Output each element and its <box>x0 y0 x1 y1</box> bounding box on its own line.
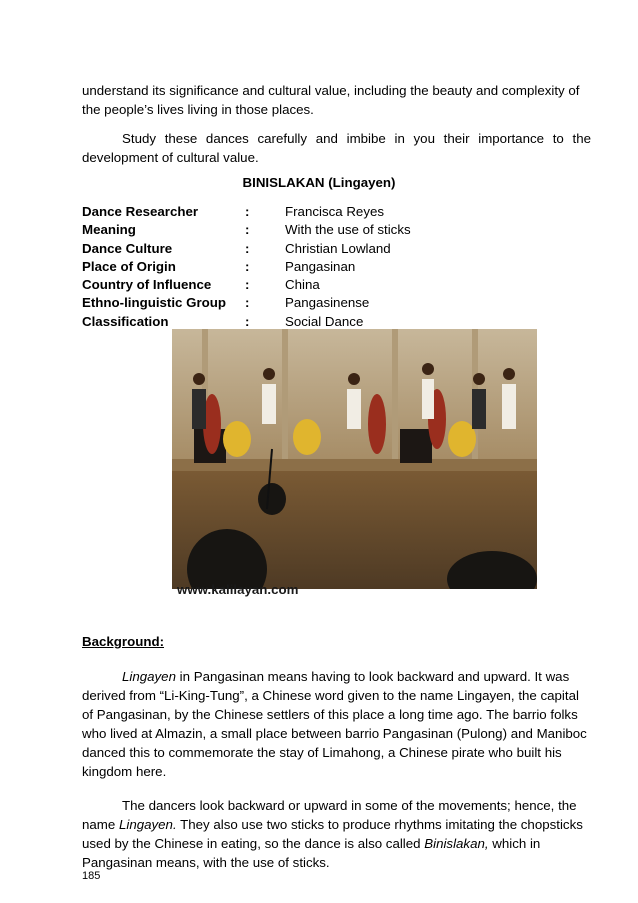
info-row <box>82 276 485 294</box>
info-value: Francisca Reyes <box>285 204 385 219</box>
info-colon: : <box>245 258 250 274</box>
info-row <box>82 221 485 239</box>
info-value: Pangasinense <box>285 295 370 311</box>
intro-line-2: the people’s lives living in those places. <box>82 102 314 117</box>
dance-photo-illustration <box>172 329 537 589</box>
background-paragraph-2-text-b: They also use two sticks to produce rhythms imitating the chopsticks used by the Chinese in eating, so the dance is also called <box>82 817 583 851</box>
intro-paragraph-2: Study these dances carefully and imbibe in you their importance to the development of cultural value. <box>82 131 591 165</box>
background-paragraph-2-text-c: which in Pangasinan means, with the use of sticks. <box>82 836 541 870</box>
intro-line-1: understand its significance and cultural value, including the beauty and complexity of <box>82 83 580 98</box>
info-key: Place of Origin <box>82 258 176 274</box>
dance-title: BINISLAKAN (Lingayen) <box>242 175 396 190</box>
info-value: Social Dance <box>285 313 364 329</box>
lingayen-emphasis: Lingayen. <box>118 817 177 832</box>
dance-info-table <box>82 203 485 331</box>
dance-photo <box>172 329 537 589</box>
page-number: 185 <box>82 870 101 882</box>
info-value: Christian Lowland <box>285 240 391 256</box>
info-value: China <box>285 277 320 293</box>
info-value: Pangasinan <box>285 258 356 274</box>
background-paragraph-2 <box>82 796 591 872</box>
info-row <box>82 258 485 276</box>
info-colon: : <box>245 222 250 238</box>
binislakan-emphasis: Binislakan, <box>424 836 489 851</box>
info-colon: : <box>245 295 250 311</box>
info-value: With the use of sticks <box>285 222 411 238</box>
info-row <box>82 240 485 258</box>
info-colon: : <box>245 240 250 256</box>
background-paragraph-1-text: in Pangasinan means having to look backward and upward. It was derived from “Li-King-Tung”, a Chinese word given to the name Lingayen, the capital of Pangasinan, by the Chinese settlers of this place a long time ago. The barrio folks who lived at Almazin, a small place between barrio Pangasinan (Pulong) and Maniboc danced this to commemorate the stay of Limahong, a Chinese pirate who built his kingdom here. <box>82 669 587 779</box>
info-key: Country of Influence <box>82 277 212 293</box>
info-key: Classification <box>82 313 169 329</box>
info-key: Meaning <box>82 222 136 238</box>
background-paragraph-1 <box>82 667 591 781</box>
background-paragraph-2-text-a: The dancers look backward or upward in some of the movements; hence, the name <box>82 798 577 832</box>
background-heading: Background: <box>82 634 165 649</box>
lingayen-term: Lingayen <box>122 669 176 684</box>
photo-credit: www.kalilayan.com <box>177 582 299 597</box>
info-key: Ethno-linguistic Group <box>82 295 227 311</box>
info-key: Dance Researcher <box>82 204 199 219</box>
info-colon: : <box>245 277 250 293</box>
info-key: Dance Culture <box>82 240 173 256</box>
info-row <box>82 203 485 221</box>
info-row <box>82 294 485 312</box>
info-colon: : <box>245 204 250 219</box>
info-colon: : <box>245 313 250 329</box>
